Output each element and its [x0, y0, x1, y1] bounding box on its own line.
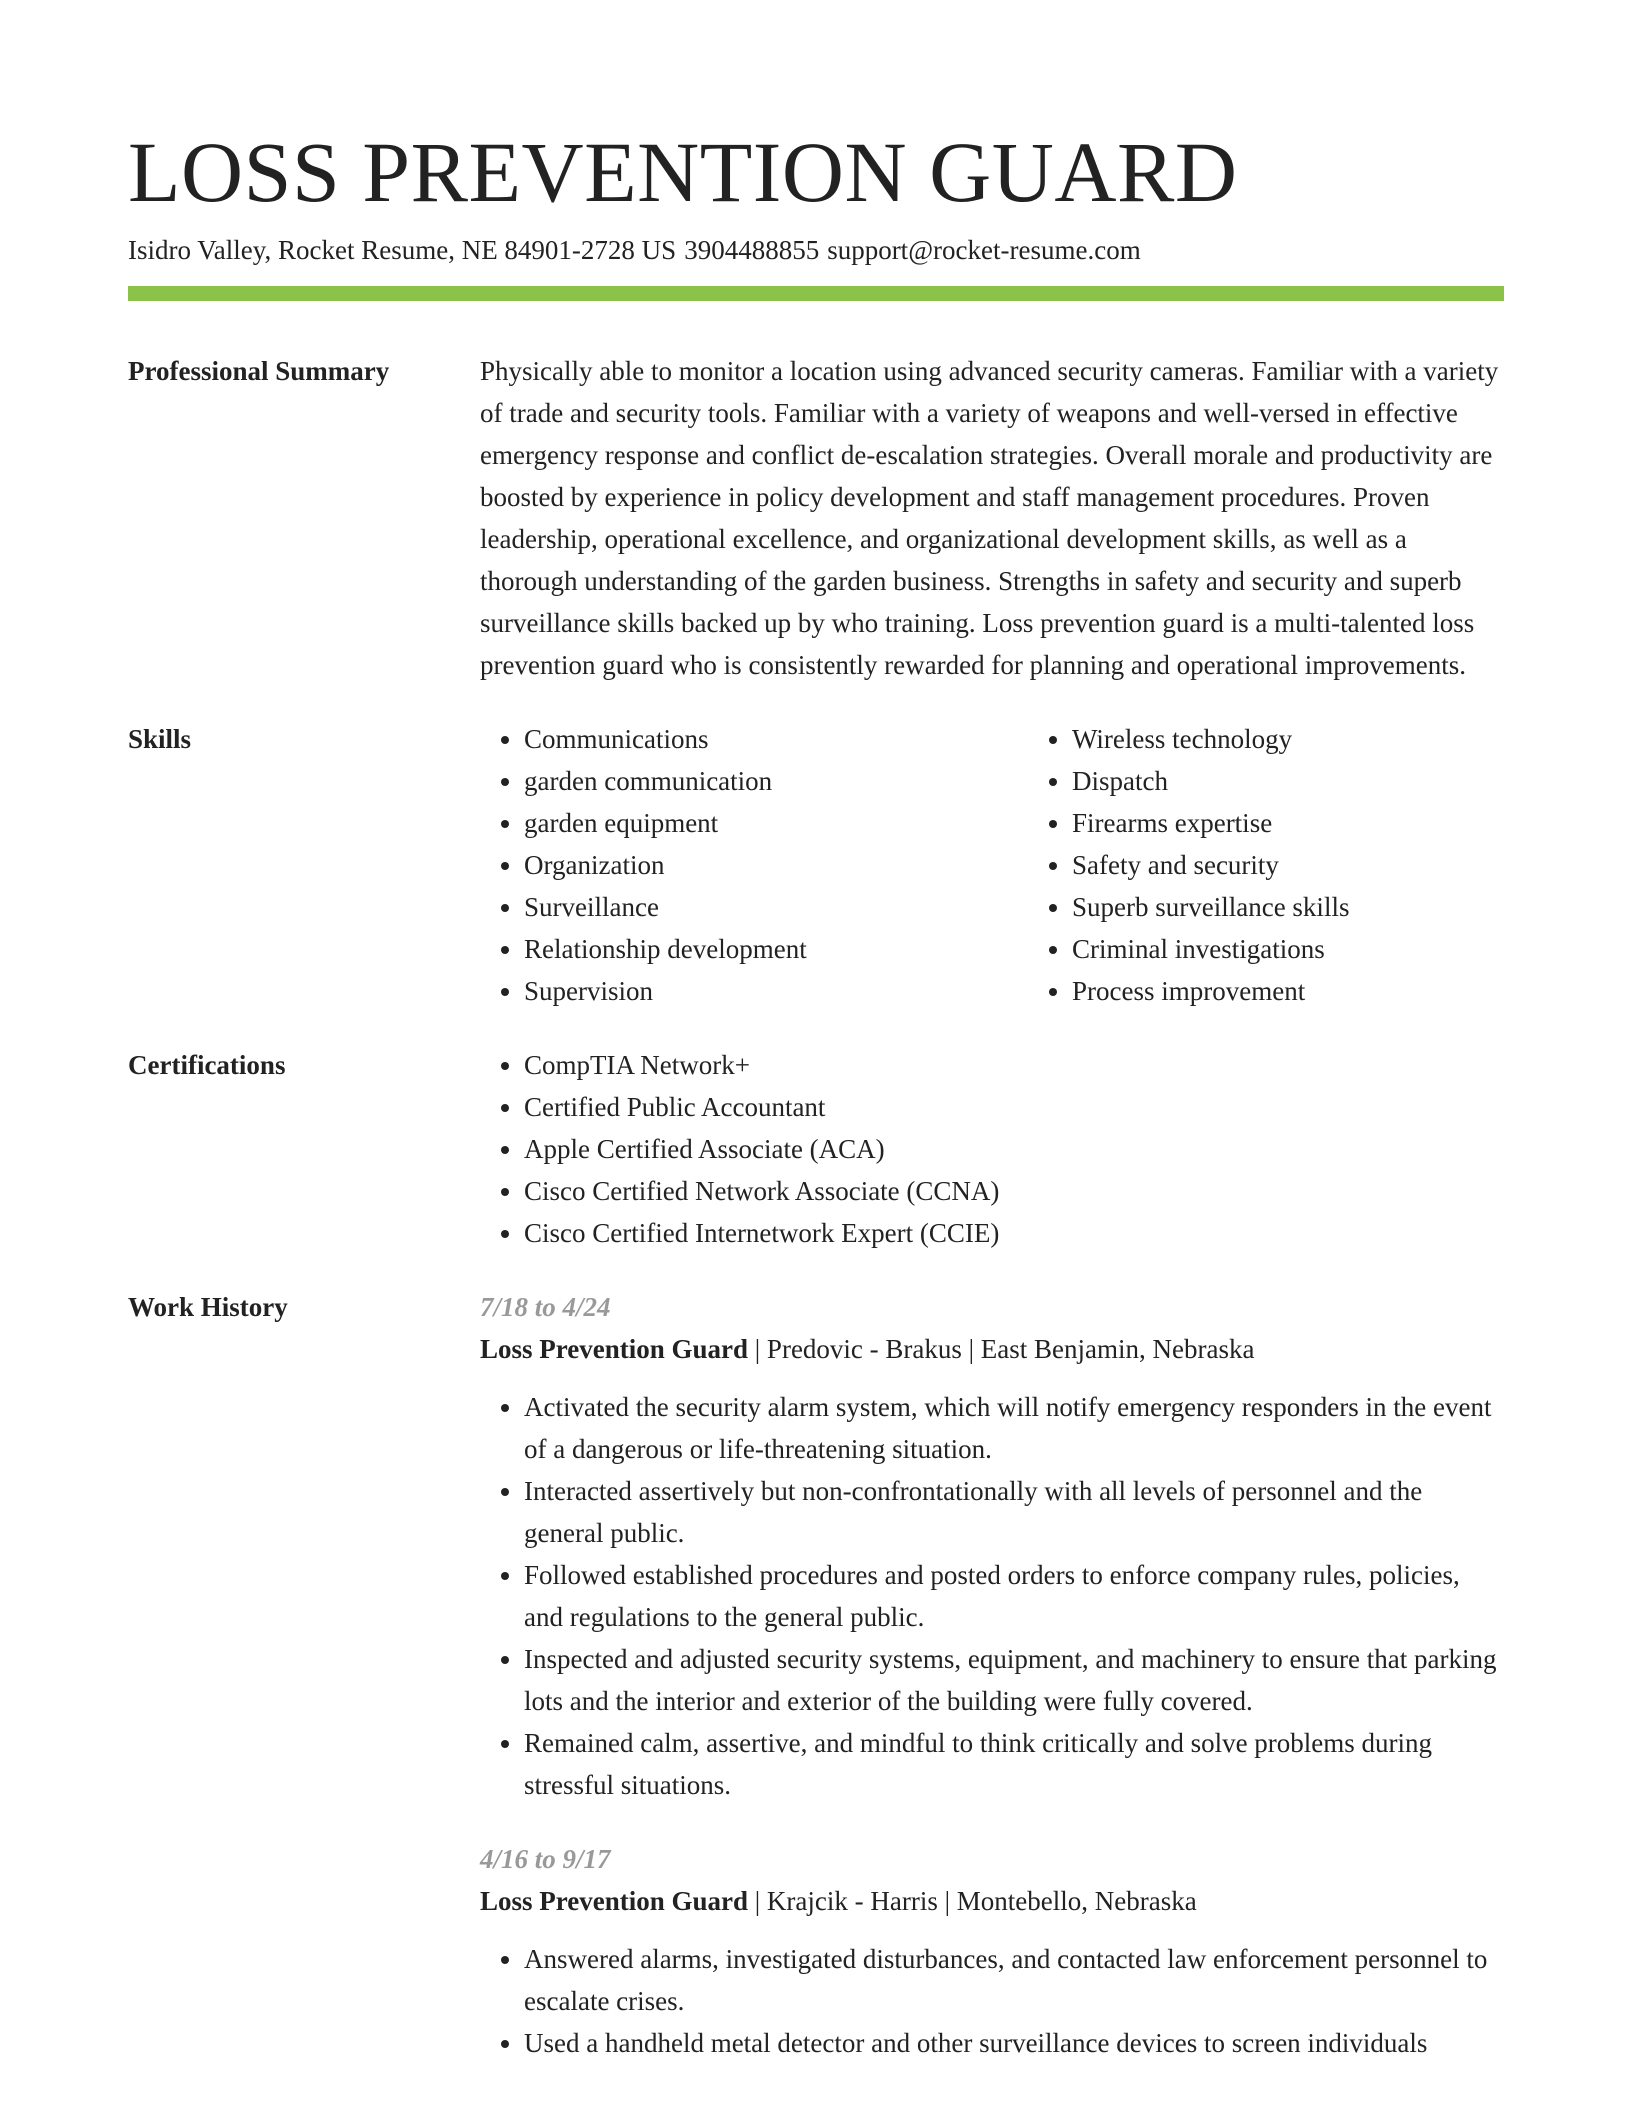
- job-bullet: • Followed established procedures and posted orders to enforce company rules, policies, and regulations to the general public.: [524, 1554, 1504, 1638]
- contact-line: [128, 230, 1141, 270]
- job-bullet: • Remained calm, assertive, and mindful to think critically and solve problems during stressful situations.: [524, 1722, 1504, 1806]
- summary-body: [480, 350, 1504, 686]
- skill-item: • Relationship development: [524, 928, 1028, 970]
- address: Isidro Valley, Rocket Resume, NE 84901-2728 US: [128, 235, 677, 265]
- skill-item: • garden communication: [524, 760, 1028, 802]
- skill-item: • Criminal investigations: [1072, 928, 1576, 970]
- phone: 3904488855: [684, 235, 820, 265]
- section-certifications: [128, 1044, 1504, 1254]
- skill-item: • Firearms expertise: [1072, 802, 1576, 844]
- certifications-list: [480, 1044, 1504, 1254]
- job-entry: [480, 1286, 1504, 1806]
- job-title-line: [480, 1880, 1504, 1922]
- certification-item: • Certified Public Accountant: [524, 1086, 1504, 1128]
- summary-text: Physically able to monitor a location using advanced security cameras. Familiar with a variety of trade and security tools. Familiar with a variety of weapons and well-versed in effective emergency response and conflict de-escalation strategies. Overall morale and productivity are boosted by experience in policy development and staff management procedures. Proven leadership, operational excellence, and organizational development skills, as well as a thorough understanding of the garden business. Strengths in safety and security and superb surveillance skills backed up by who training. Loss prevention guard is a multi-talented loss prevention guard who is consistently rewarded for planning and operational improvements.: [480, 356, 1499, 680]
- job-title: Loss Prevention Guard: [480, 1886, 749, 1916]
- section-summary: [128, 350, 1504, 686]
- skill-item: • Wireless technology: [1072, 718, 1576, 760]
- job-bullets: [480, 1386, 1504, 1806]
- job-title-line: [480, 1328, 1504, 1370]
- job-bullet: • Used a handheld metal detector and other surveillance devices to screen individuals: [524, 2022, 1504, 2064]
- section-work-history: [128, 1286, 1504, 2096]
- skill-item: • Supervision: [524, 970, 1028, 1012]
- skills-body: [480, 718, 1576, 1012]
- section-label-skills: Skills: [128, 724, 192, 754]
- job-dates: 4/16 to 9/17: [480, 1844, 611, 1874]
- job-title: Loss Prevention Guard: [480, 1334, 749, 1364]
- skill-item: • Surveillance: [524, 886, 1028, 928]
- section-label-work-history: Work History: [128, 1292, 288, 1322]
- job-bullet: • Activated the security alarm system, which will notify emergency responders in the event of a dangerous or life-threatening situation.: [524, 1386, 1504, 1470]
- certification-item: • Cisco Certified Network Associate (CCNA): [524, 1170, 1504, 1212]
- job-bullet: • Interacted assertively but non-confrontationally with all levels of personnel and the general public.: [524, 1470, 1504, 1554]
- section-label-certifications: Certifications: [128, 1050, 286, 1080]
- skill-item: • Dispatch: [1072, 760, 1576, 802]
- certification-item: • CompTIA Network+: [524, 1044, 1504, 1086]
- skill-item: • garden equipment: [524, 802, 1028, 844]
- job-bullet: • Answered alarms, investigated disturbances, and contacted law enforcement personnel to escalate crises.: [524, 1938, 1504, 2022]
- job-bullet: • Inspected and adjusted security systems, equipment, and machinery to ensure that parking lots and the interior and exterior of the building were fully covered.: [524, 1638, 1504, 1722]
- certifications-body: [480, 1044, 1504, 1254]
- job-dates: 7/18 to 4/24: [480, 1292, 611, 1322]
- skill-item: • Communications: [524, 718, 1028, 760]
- skill-item: • Safety and security: [1072, 844, 1576, 886]
- accent-divider: [128, 286, 1504, 301]
- skill-item: • Process improvement: [1072, 970, 1576, 1012]
- skills-column-2: [1028, 718, 1576, 1012]
- resume-sections: [128, 350, 1504, 2128]
- job-details: | Predovic - Brakus | East Benjamin, Nebraska: [748, 1334, 1255, 1364]
- email: support@rocket-resume.com: [827, 235, 1141, 265]
- section-label-summary: Professional Summary: [128, 356, 390, 386]
- skill-item: • Superb surveillance skills: [1072, 886, 1576, 928]
- skill-item: • Organization: [524, 844, 1028, 886]
- certification-item: • Apple Certified Associate (ACA): [524, 1128, 1504, 1170]
- job-details: | Krajcik - Harris | Montebello, Nebraska: [748, 1886, 1197, 1916]
- resume-title: LOSS PREVENTION GUARD: [128, 124, 1238, 220]
- job-entry: [480, 1838, 1504, 2064]
- skills-column-1: [480, 718, 1028, 1012]
- section-skills: [128, 718, 1504, 1012]
- certification-item: • Cisco Certified Internetwork Expert (CCIE): [524, 1212, 1504, 1254]
- job-bullets: [480, 1938, 1504, 2064]
- work-history-body: [480, 1286, 1504, 2096]
